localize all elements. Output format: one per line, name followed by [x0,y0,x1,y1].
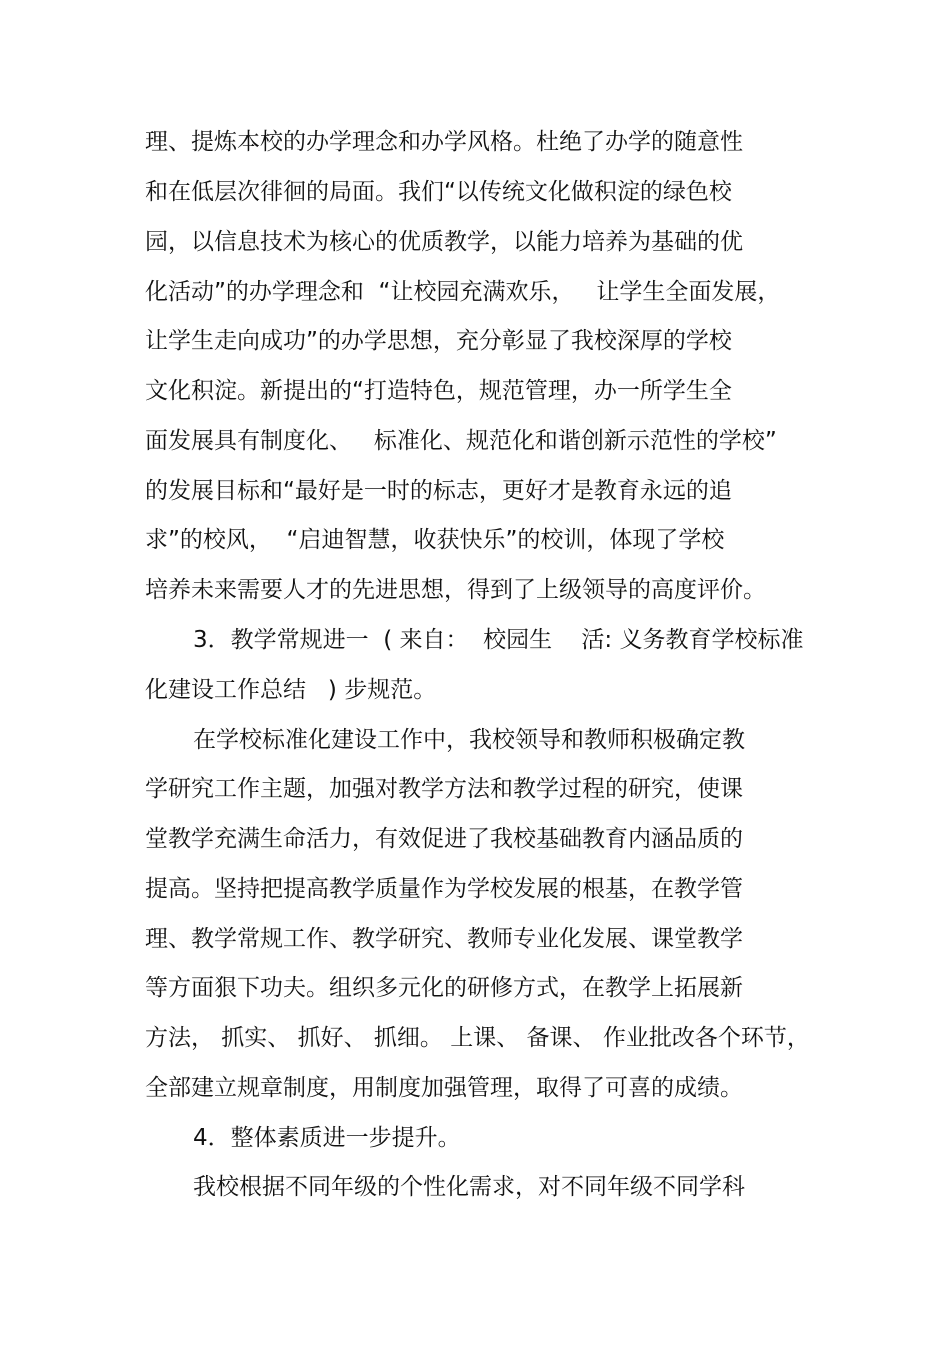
text-line: 提高。坚持把提高教学质量作为学校发展的根基，在教学管 [145,876,743,902]
text-line: 文化积淀。新提出的“打造特色，规范管理，办一所学生全 [145,378,732,404]
text-line: 化建设工作总结 ) 步规范。 [145,677,437,703]
text-line: 的发展目标和“最好是一时的标志，更好才是教育永远的追 [145,478,732,504]
text-line: 学研究工作主题，加强对教学方法和教学过程的研究，使课 [145,776,743,802]
text-line: 理、提炼本校的办学理念和办学风格。杜绝了办学的随意性 [145,129,743,155]
text-line: 全部建立规章制度，用制度加强管理，取得了可喜的成绩。 [145,1075,743,1101]
text-line: 培养未来需要人才的先进思想，得到了上级领导的高度评价。 [145,577,766,603]
section-heading-3: 3．教学常规进一 ( 来自： 校园生 活: 义务教育学校标准 [193,627,804,653]
text-line: 堂教学充满生命活力，有效促进了我校基础教育内涵品质的 [145,826,743,852]
text-line: 让学生走向成功”的办学思想，充分彰显了我校深厚的学校 [145,328,732,354]
text-line: 化活动”的办学理念和 “让校园充满欢乐， 让学生全面发展， [145,279,781,305]
paragraph-start: 在学校标准化建设工作中，我校领导和教师积极确定教 [193,727,745,753]
text-line: 理、教学常规工作、教学研究、教师专业化发展、课堂教学 [145,926,743,952]
paragraph-start: 我校根据不同年级的个性化需求，对不同年级不同学科 [193,1174,745,1200]
text-line: 方法， 抓实、 抓好、 抓细。 上课、 备课、 作业批改各个环节， [145,1025,810,1051]
section-heading-4: 4．整体素质进一步提升。 [193,1125,461,1151]
text-line: 求”的校风， “启迪智慧，收获快乐”的校训，体现了学校 [145,527,725,553]
text-line: 园，以信息技术为核心的优质教学，以能力培养为基础的优 [145,229,743,255]
text-line: 和在低层次徘徊的局面。我们“以传统文化做积淀的绿色校 [145,179,732,205]
text-line: 等方面狠下功夫。组织多元化的研修方式，在教学上拓展新 [145,975,743,1001]
text-line: 面发展具有制度化、 标准化、规范化和谐创新示范性的学校” [145,428,777,454]
